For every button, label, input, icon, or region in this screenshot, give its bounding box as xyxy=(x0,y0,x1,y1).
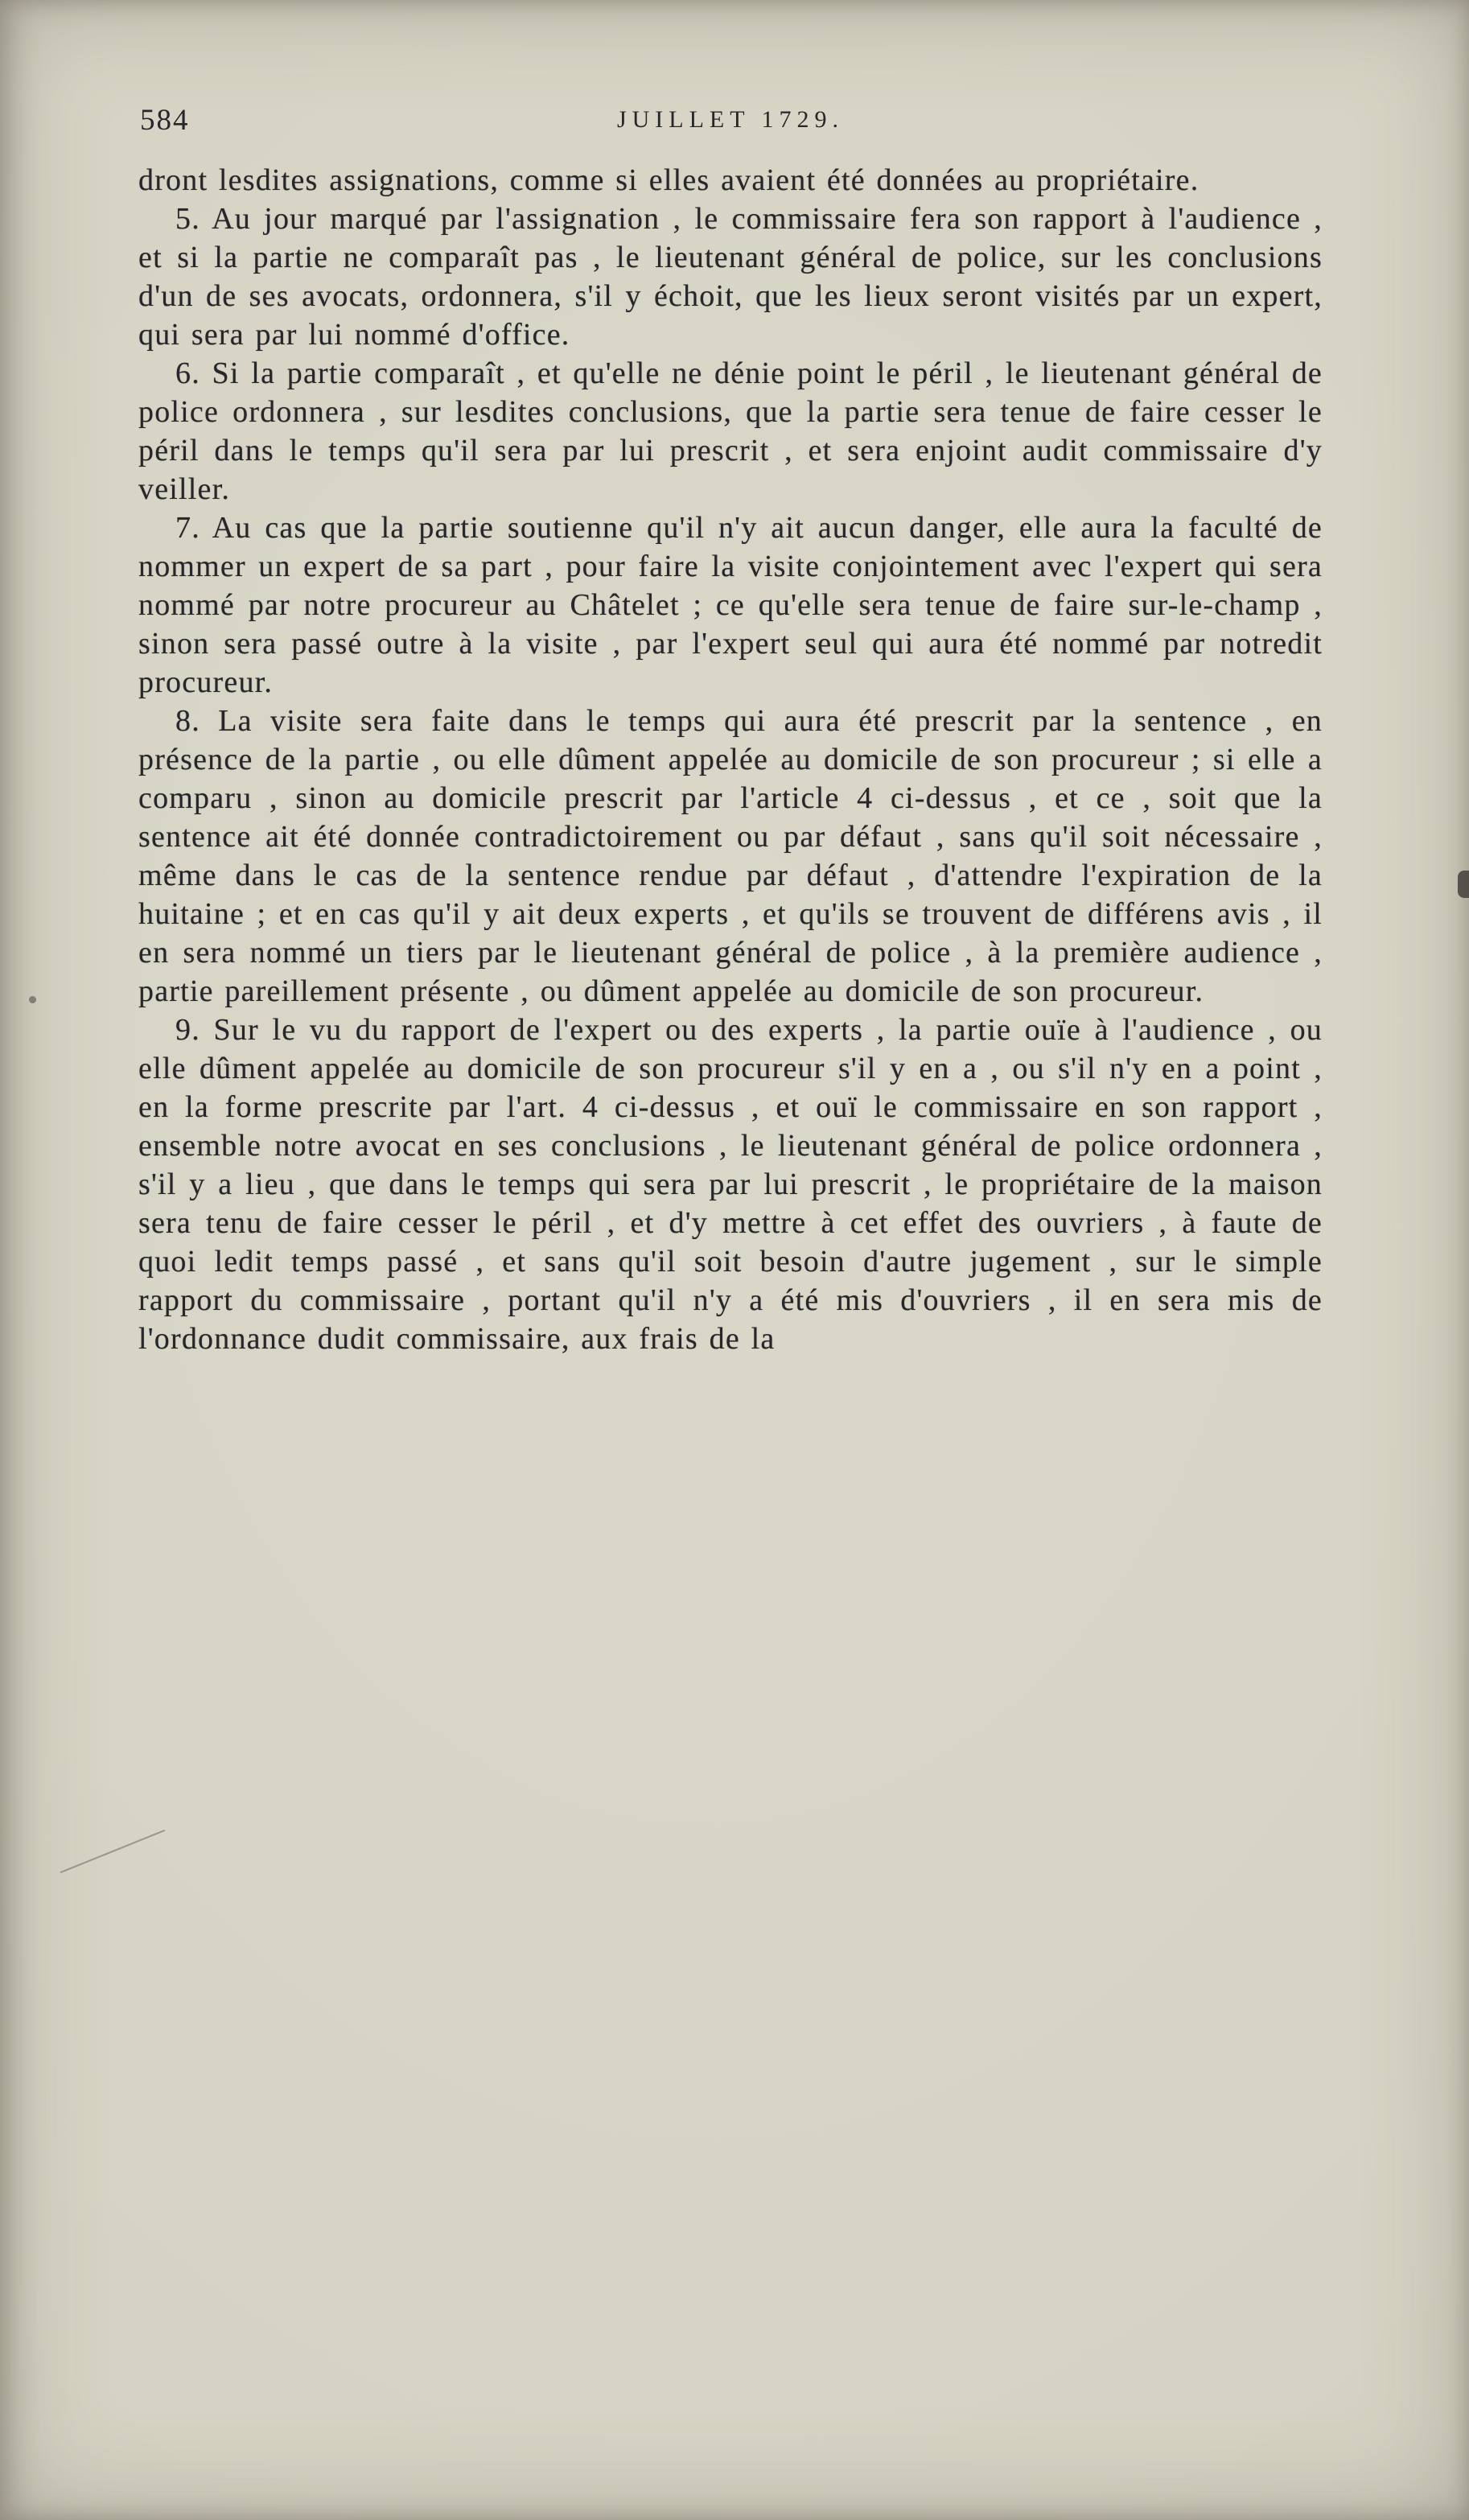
scan-pencil-mark xyxy=(60,1830,166,1873)
paragraph-article-8: 8. La visite sera faite dans le temps qui aura été prescrit par la sentence , en présence de la partie , ou elle dûment appelée au domicile de son procureur ; si elle a comparu , sinon au domicile prescrit par l'article 4 ci-dessus , et ce , soit que la sentence ait été donnée contradictoirement ou par défaut , sans qu'il soit nécessaire , même dans le cas de la sentence rendue par défaut , d'attendre l'expiration de la huitaine ; et en cas qu'il y ait deux experts , et qu'ils se trouvent de différens avis , il en sera nommé un tiers par le lieutenant général de police , à la première audience , partie pareillement présente , ou dûment appelée au domicile de son procureur. xyxy=(138,704,1323,1008)
page-number: 584 xyxy=(140,104,190,137)
paragraph-article-5: 5. Au jour marqué par l'assignation , le commissaire fera son rapport à l'audience , et si la partie ne comparaît pas , le lieutenant général de police, sur les conclusions d'un de ses avocats, ordonnera, s'il y échoit, que les lieux seront visités par un expert, qui sera par lui nommé d'office. xyxy=(138,202,1323,352)
scan-edge-smudge xyxy=(1458,871,1469,898)
paragraph-article-9: 9. Sur le vu du rapport de l'expert ou des experts , la partie ouïe à l'audience , ou elle dûment appelée au domicile de son procureur s'il y en a , ou s'il n'y en a point , en la forme prescrite par l'art. 4 ci-dessus , et ouï le commissaire en son rapport , ensemble notre avocat en ses conclusions , le lieutenant général de police ordonnera , s'il y a lieu , que dans le temps qui sera par lui prescrit , le propriétaire de la maison sera tenu de faire cesser le péril , et d'y mettre à cet effet des ouvriers , à faute de quoi ledit temps passé , et sans qu'il soit besoin d'autre jugement , sur le simple rapport du commissaire , portant qu'il n'y a été mis d'ouvriers , il en sera mis de l'ordonnance dudit commissaire, aux frais de la xyxy=(138,1013,1323,1356)
paragraph-continuation: dront lesdites assignations, comme si elles avaient été données au propriétaire. xyxy=(138,163,1199,197)
text-block xyxy=(138,101,1323,1358)
page-header xyxy=(138,101,1323,142)
paragraph-article-7: 7. Au cas que la partie soutienne qu'il n'y ait aucun danger, elle aura la faculté de nommer un expert de sa part , pour faire la visite conjointement avec l'expert qui sera nommé par notre procureur au Châtelet ; ce qu'elle sera tenue de faire sur-le-champ , sinon sera passé outre à la visite , par l'expert seul qui aura été nommé par notredit procureur. xyxy=(138,511,1323,699)
scan-ink-dot xyxy=(29,996,36,1003)
running-title: JUILLET 1729. xyxy=(616,106,845,133)
paragraph-article-6: 6. Si la partie comparaît , et qu'elle ne dénie point le péril , le lieutenant général de police ordonnera , sur lesdites conclusions, que la partie sera tenue de faire cesser le péril dans le temps qu'il sera par lui prescrit , et sera enjoint audit commissaire d'y veiller. xyxy=(138,356,1323,506)
